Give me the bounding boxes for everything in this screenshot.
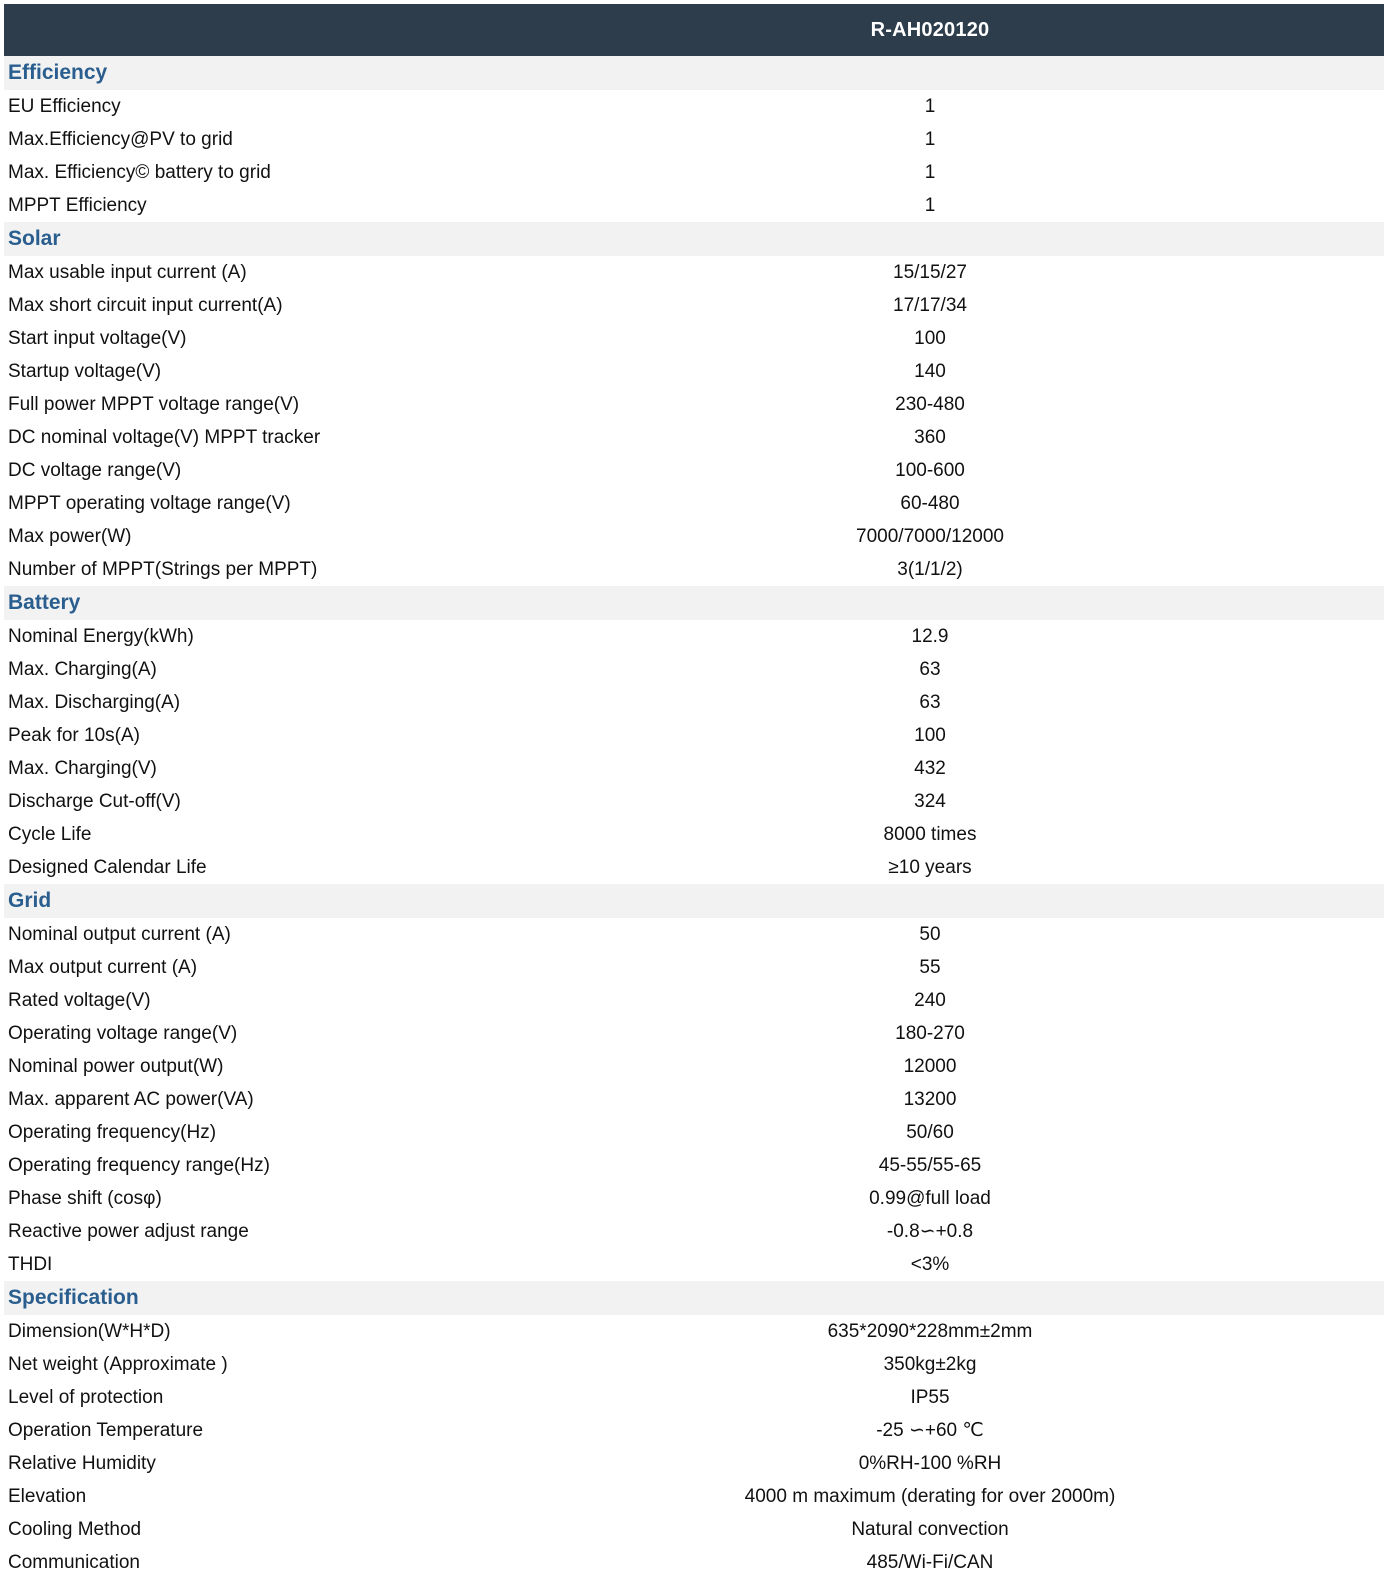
table-row xyxy=(4,686,1384,719)
spec-label: Nominal output current (A) xyxy=(8,924,231,945)
spec-value: 0.99@full load xyxy=(869,1188,991,1209)
spec-value: 100 xyxy=(914,328,946,349)
spec-label: EU Efficiency xyxy=(8,96,121,117)
spec-value: -25 ∽+60 ℃ xyxy=(876,1420,984,1441)
spec-value: 3(1/1/2) xyxy=(897,559,963,580)
table-row xyxy=(4,1116,1384,1149)
spec-value: 230-480 xyxy=(895,394,965,415)
spec-label: Operation Temperature xyxy=(8,1420,204,1441)
spec-label: Relative Humidity xyxy=(8,1453,156,1474)
section-header xyxy=(4,884,1384,918)
spec-label: Reactive power adjust range xyxy=(8,1221,249,1242)
table-row xyxy=(4,156,1384,189)
spec-label: Dimension(W*H*D) xyxy=(8,1321,171,1342)
table-row xyxy=(4,719,1384,752)
spec-value: 50/60 xyxy=(906,1122,954,1143)
table-row xyxy=(4,1315,1384,1348)
spec-label: Max. Charging(V) xyxy=(8,758,157,779)
spec-value: 7000/7000/12000 xyxy=(856,526,1004,547)
table-row xyxy=(4,918,1384,951)
table-row xyxy=(4,984,1384,1017)
section-header xyxy=(4,222,1384,256)
spec-label: MPPT operating voltage range(V) xyxy=(8,493,291,514)
spec-label: Max. apparent AC power(VA) xyxy=(8,1089,254,1110)
spec-label: Operating frequency(Hz) xyxy=(8,1122,217,1143)
spec-value: 50 xyxy=(919,924,941,945)
spec-value: 635*2090*228mm±2mm xyxy=(827,1321,1033,1342)
spec-label: Peak for 10s(A) xyxy=(8,725,140,746)
spec-label: Max. Discharging(A) xyxy=(8,692,181,713)
spec-value: 12000 xyxy=(903,1056,957,1077)
spec-label: Operating frequency range(Hz) xyxy=(8,1155,270,1176)
model-heading: R-AH020120 xyxy=(870,19,990,41)
spec-label: Max.Efficiency@PV to grid xyxy=(8,129,233,150)
spec-label: Max output current (A) xyxy=(8,957,198,978)
spec-label: Max power(W) xyxy=(8,526,132,547)
table-row xyxy=(4,1182,1384,1215)
table-row xyxy=(4,1414,1384,1447)
spec-value: 45-55/55-65 xyxy=(878,1155,982,1176)
table-row xyxy=(4,256,1384,289)
section-title: Specification xyxy=(8,1286,139,1309)
spec-label: Max. Efficiency© battery to grid xyxy=(8,162,271,183)
table-row xyxy=(4,421,1384,454)
spec-value: 240 xyxy=(914,990,946,1011)
spec-value: 8000 times xyxy=(883,824,977,845)
spec-value: 0%RH-100 %RH xyxy=(858,1453,1002,1474)
spec-value: 63 xyxy=(919,692,941,713)
spec-value: 180-270 xyxy=(895,1023,965,1044)
spec-label: Startup voltage(V) xyxy=(8,361,162,382)
table-row xyxy=(4,1149,1384,1182)
spec-value: 1 xyxy=(924,162,936,183)
spec-value: 1 xyxy=(924,195,936,216)
spec-value: 1 xyxy=(924,96,936,117)
spec-label: Start input voltage(V) xyxy=(8,328,187,349)
table-row xyxy=(4,454,1384,487)
table-row xyxy=(4,189,1384,222)
table-row xyxy=(4,653,1384,686)
spec-label: Max short circuit input current(A) xyxy=(8,295,283,316)
spec-label: DC voltage range(V) xyxy=(8,460,182,481)
spec-label: Max. Charging(A) xyxy=(8,659,157,680)
spec-value: 17/17/34 xyxy=(893,295,967,316)
spec-value: 13200 xyxy=(903,1089,957,1110)
spec-value: 15/15/27 xyxy=(893,262,967,283)
table-row xyxy=(4,1546,1384,1579)
section-header xyxy=(4,1281,1384,1315)
spec-label: Max usable input current (A) xyxy=(8,262,247,283)
spec-label: Nominal Energy(kWh) xyxy=(8,626,194,647)
spec-value: 350kg±2kg xyxy=(883,1354,977,1375)
table-row xyxy=(4,818,1384,851)
table-row xyxy=(4,355,1384,388)
spec-value: IP55 xyxy=(910,1387,950,1408)
table-row xyxy=(4,1381,1384,1414)
spec-value: -0.8∽+0.8 xyxy=(886,1221,974,1242)
table-row xyxy=(4,289,1384,322)
table-row xyxy=(4,785,1384,818)
table-row xyxy=(4,520,1384,553)
spec-label: Nominal power output(W) xyxy=(8,1056,224,1077)
table-row xyxy=(4,1480,1384,1513)
spec-label: Number of MPPT(Strings per MPPT) xyxy=(8,559,318,580)
spec-value: 485/Wi-Fi/CAN xyxy=(866,1552,994,1573)
spec-label: Level of protection xyxy=(8,1387,164,1408)
table-row xyxy=(4,123,1384,156)
spec-label: THDI xyxy=(8,1254,53,1275)
section-header xyxy=(4,56,1384,90)
spec-value: Natural convection xyxy=(851,1519,1009,1540)
table-row xyxy=(4,1215,1384,1248)
section-title: Solar xyxy=(8,227,61,250)
table-row xyxy=(4,1083,1384,1116)
table-row xyxy=(4,388,1384,421)
spec-value: 55 xyxy=(919,957,941,978)
spec-value: 100 xyxy=(914,725,946,746)
spec-value: 360 xyxy=(914,427,946,448)
table-row xyxy=(4,620,1384,653)
section-title: Grid xyxy=(8,889,52,912)
spec-value: 140 xyxy=(914,361,946,382)
section-title: Battery xyxy=(8,591,81,614)
table-row xyxy=(4,487,1384,520)
spec-label: DC nominal voltage(V) MPPT tracker xyxy=(8,427,321,448)
spec-label: Full power MPPT voltage range(V) xyxy=(8,394,300,415)
table-row xyxy=(4,553,1384,586)
table-row xyxy=(4,1017,1384,1050)
spec-label: Communication xyxy=(8,1552,140,1573)
table-row xyxy=(4,951,1384,984)
spec-label: Cycle Life xyxy=(8,824,92,845)
spec-value: 63 xyxy=(919,659,941,680)
spec-value: 324 xyxy=(914,791,946,812)
spec-table xyxy=(4,4,1384,1579)
spec-label: Cooling Method xyxy=(8,1519,142,1540)
spec-value: 60-480 xyxy=(900,493,960,514)
spec-value: 4000 m maximum (derating for over 2000m) xyxy=(744,1486,1116,1507)
table-row xyxy=(4,1248,1384,1281)
spec-label: Designed Calendar Life xyxy=(8,857,207,878)
spec-label: Net weight (Approximate ) xyxy=(8,1354,228,1375)
table-row xyxy=(4,1348,1384,1381)
table-row xyxy=(4,1447,1384,1480)
spec-value: 1 xyxy=(924,129,936,150)
table-row xyxy=(4,752,1384,785)
spec-value: 100-600 xyxy=(895,460,965,481)
spec-label: Discharge Cut-off(V) xyxy=(8,791,181,812)
spec-value: <3% xyxy=(910,1254,950,1275)
spec-label: Elevation xyxy=(8,1486,87,1507)
table-row xyxy=(4,1050,1384,1083)
spec-label: Operating voltage range(V) xyxy=(8,1023,238,1044)
table-row xyxy=(4,90,1384,123)
spec-label: Phase shift (cosφ) xyxy=(8,1188,162,1209)
spec-label: Rated voltage(V) xyxy=(8,990,151,1011)
spec-label: MPPT Efficiency xyxy=(8,195,147,216)
section-header xyxy=(4,586,1384,620)
table-row xyxy=(4,851,1384,884)
section-title: Efficiency xyxy=(8,61,108,84)
table-header xyxy=(4,4,1384,56)
table-row xyxy=(4,322,1384,355)
table-row xyxy=(4,1513,1384,1546)
spec-value: 12.9 xyxy=(911,626,949,647)
spec-value: ≥10 years xyxy=(888,857,972,878)
spec-value: 432 xyxy=(914,758,946,779)
spec-sections xyxy=(4,56,1384,1579)
